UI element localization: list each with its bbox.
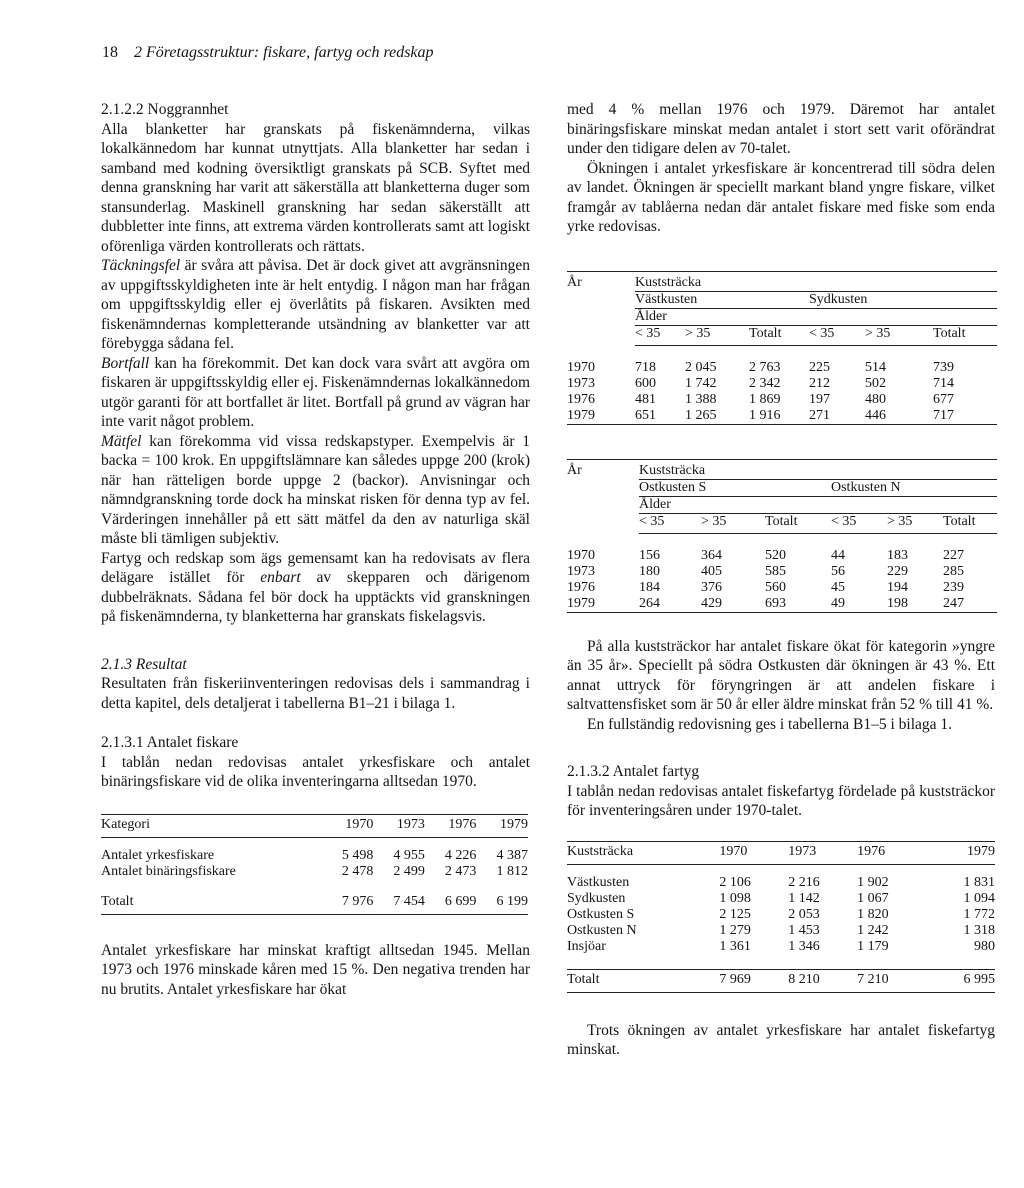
cell: 225 xyxy=(809,359,830,375)
paragraph: En fullständig redovisning ges i tabellerna B1–5 i bilaga 1. xyxy=(587,715,953,733)
cell: 560 xyxy=(765,579,786,595)
cell: 180 xyxy=(639,563,660,579)
cell: 520 xyxy=(765,547,786,563)
cell: 1973 xyxy=(567,563,595,579)
cell: 1979 xyxy=(567,596,639,613)
column-header: 1970 xyxy=(719,841,788,864)
cell: 6 995 xyxy=(926,969,995,992)
paragraph: På alla kuststräckor har antalet fiskare ökat för kategorin »yngre än 35 år». Speciellt på södra Ostkusten där ökningen är 43 %. Ett annat uttryck för föryngringen är att andelen fiskare i saltvattensfisket som är 50 år eller äldre minskat från 52 % till 41 %. xyxy=(567,637,995,713)
paragraph: Alla blanketter har granskats på fiskenämnderna, vilkas lokalkännedom har kunnat utnyttjats. Alla blanketter har sedan i samband med kodning översiktligt granskats på SCB. Syftet med denna granskning har varit att säkerställa att blanketterna duger som stansunderlag. Maskinell granskning har sedan säkerställt att dubbletter inte finns, att extrema värden kontrollerats samt att logiskt oförenliga värden kontrollerats och rättats. xyxy=(101,120,530,255)
page-number: 18 xyxy=(102,44,118,61)
column-header-ar: År xyxy=(567,459,639,533)
region-header: Sydkusten xyxy=(809,291,997,308)
section-heading-resultat: 2.1.3 Resultat xyxy=(101,655,187,673)
table-row xyxy=(567,376,997,392)
paragraph-text: Fartyg och redskap som ägs gemensamt kan ha redovisats av flera delägare istället för xyxy=(101,549,530,586)
column-header: Totalt xyxy=(749,325,809,345)
region-header: Västkusten xyxy=(635,291,809,308)
cell: 227 xyxy=(943,547,964,563)
term-matfel: Mätfel xyxy=(101,432,142,450)
paragraph-text: kan ha förekommit. Det kan dock vara svårt att avgöra om fiskaren är uppgiftsskyldig eller ej. Fiskenämndernas lokalkännedom utgör garanti för att bortfallet är litet. Bortfall på grund av vägran har inte varit något problem. xyxy=(101,354,530,430)
cell: 1970 xyxy=(567,359,595,375)
column-header-kuststracka: Kuststräcka xyxy=(639,459,997,479)
cell: 364 xyxy=(701,547,722,563)
cell: 8 210 xyxy=(788,969,857,992)
column-header: Kategori xyxy=(101,814,322,837)
cell: 198 xyxy=(887,596,943,613)
cell: Sydkusten xyxy=(567,890,626,906)
table-row xyxy=(567,408,997,425)
table-total-row xyxy=(567,969,995,992)
cell: 1 361 xyxy=(719,938,751,954)
left-column xyxy=(101,100,530,999)
column-header: 1973 xyxy=(788,841,857,864)
cell: 2 045 xyxy=(685,359,717,375)
cell: 1970 xyxy=(567,547,595,563)
cell: 429 xyxy=(701,596,765,613)
cell: 717 xyxy=(933,408,997,425)
table-row xyxy=(567,891,995,907)
running-title: 2 Företagsstruktur: fiskare, fartyg och redskap xyxy=(134,44,434,61)
cell: 693 xyxy=(765,596,831,613)
cell: 651 xyxy=(635,408,685,425)
table-row xyxy=(567,392,997,408)
section-heading-noggrannhet: 2.1.2.2 Noggrannhet xyxy=(101,101,229,118)
cell: 1 318 xyxy=(963,922,995,938)
paragraph-text: av skepparen och därigenom dubbelräknats. Sådana fel bör dock ha upptäckts vid granskningen på fiskenämnderna, ty blanketterna har granskats fiskelagsvis. xyxy=(101,569,530,625)
column-header: > 35 xyxy=(685,325,749,345)
table-row xyxy=(101,864,528,880)
cell: Ostkusten N xyxy=(567,922,637,938)
section-heading-antalet-fiskare: 2.1.3.1 Antalet fiskare xyxy=(101,734,239,751)
cell: 2 342 xyxy=(749,375,781,391)
cell: 1 820 xyxy=(857,906,889,922)
cell: 44 xyxy=(831,547,845,563)
table-row xyxy=(567,580,997,596)
cell: 1 179 xyxy=(857,938,889,954)
column-header-ar: År xyxy=(567,271,635,345)
cell: 271 xyxy=(809,408,865,425)
cell: 247 xyxy=(943,596,997,613)
table-row xyxy=(567,596,997,613)
cell: 45 xyxy=(831,579,845,595)
table-total-row xyxy=(101,894,528,915)
column-header: Totalt xyxy=(765,513,831,533)
right-column xyxy=(567,100,995,1060)
cell: 480 xyxy=(865,391,886,407)
region-header: Ostkusten N xyxy=(831,479,997,496)
cell: 1 453 xyxy=(788,922,820,938)
paragraph xyxy=(101,354,530,432)
cell: 6 199 xyxy=(476,894,528,915)
cell: 197 xyxy=(809,391,830,407)
emphasis-enbart: enbart xyxy=(260,569,301,586)
paragraph: Antalet yrkesfiskare har minskat kraftigt alltsedan 1945. Mellan 1973 och 1976 minskade kåren med 15 %. Den negativa trenden har nu brutits. Antalet yrkesfiskare har ökat xyxy=(101,941,530,998)
cell: 1 094 xyxy=(963,890,995,906)
cell: 285 xyxy=(943,563,964,579)
cell: 1979 xyxy=(567,408,635,425)
cell: 1976 xyxy=(567,579,595,595)
column-header-alder: Ålder xyxy=(639,496,997,513)
cell: 4 955 xyxy=(393,847,425,863)
column-header: 1973 xyxy=(373,814,425,837)
table-kategori xyxy=(101,814,528,915)
cell: 376 xyxy=(701,579,722,595)
column-header: 1979 xyxy=(476,814,528,837)
cell: 1 242 xyxy=(857,922,889,938)
cell: 481 xyxy=(635,391,656,407)
table-row xyxy=(567,923,995,939)
cell: 1 346 xyxy=(788,938,820,954)
cell: 1 812 xyxy=(496,863,528,879)
column-header: Kuststräcka xyxy=(567,841,719,864)
paragraph xyxy=(101,256,530,354)
cell: 212 xyxy=(809,375,830,391)
cell: 7 454 xyxy=(373,894,425,915)
table-row xyxy=(567,360,997,376)
table-row xyxy=(567,875,995,891)
cell: 1 265 xyxy=(685,408,749,425)
table-fartyg xyxy=(567,841,995,993)
column-header: < 35 xyxy=(831,513,887,533)
section-heading-antalet-fartyg: 2.1.3.2 Antalet fartyg xyxy=(567,763,700,780)
table-row xyxy=(567,907,995,923)
cell: 5 498 xyxy=(341,847,374,863)
column-header: < 35 xyxy=(635,325,685,345)
cell: 1973 xyxy=(567,375,595,391)
column-header: Totalt xyxy=(943,513,997,533)
cell: 56 xyxy=(831,563,845,579)
cell: 1 142 xyxy=(788,890,820,906)
cell: 184 xyxy=(639,579,660,595)
table-row xyxy=(567,939,995,955)
cell: 194 xyxy=(887,579,908,595)
cell: 156 xyxy=(639,547,660,563)
cell: 7 976 xyxy=(322,894,374,915)
cell: 739 xyxy=(933,359,954,375)
cell: 1 869 xyxy=(749,391,781,407)
column-header: > 35 xyxy=(887,513,943,533)
paragraph: Resultaten från fiskeriinventeringen redovisas dels i sammandrag i detta kapitel, dels detaljerat i tabellerna B1–21 i bilaga 1. xyxy=(101,675,530,712)
cell: 1 098 xyxy=(719,890,751,906)
cell: 7 210 xyxy=(857,969,926,992)
column-header: < 35 xyxy=(639,513,701,533)
table-vastkusten-sydkusten xyxy=(567,271,997,425)
cell: Ostkusten S xyxy=(567,906,635,922)
column-header: > 35 xyxy=(865,325,933,345)
cell: 2 053 xyxy=(788,906,820,922)
cell: 264 xyxy=(639,596,701,613)
column-header-alder: Ålder xyxy=(635,308,997,325)
cell: Antalet binäringsfiskare xyxy=(101,863,236,879)
cell: 4 387 xyxy=(496,847,528,863)
column-header: Totalt xyxy=(933,325,997,345)
cell: 2 473 xyxy=(444,863,477,879)
paragraph xyxy=(101,432,530,549)
paragraph: Ökningen i antalet yrkesfiskare är koncentrerad till södra delen av landet. Ökningen är speciellt markant bland yngre fiskare, vilket framgår av tablåerna nedan där antalet fiskare med fiske som enda yrke redovisas. xyxy=(567,159,995,235)
column-header: 1970 xyxy=(322,814,374,837)
paragraph: med 4 % mellan 1976 och 1979. Däremot har antalet binäringsfiskare minskat medan antalet i stort sett varit oförändrat under den tidigare delen av 70-talet. xyxy=(567,101,995,157)
cell: 1 067 xyxy=(857,890,889,906)
cell: 2 106 xyxy=(719,874,751,890)
cell: Antalet yrkesfiskare xyxy=(101,847,215,863)
cell: 229 xyxy=(887,563,908,579)
cell: 1 279 xyxy=(719,922,751,938)
paragraph-text: kan förekomma vid vissa redskapstyper. Exempelvis är 1 backa = 100 krok. En uppgiftslämnare kan således uppge 200 (krok) när han rätteligen borde uppge 2 (backor). Anvisningar och nämndgranskning torde dock ha minskat risken för denna typ av fel. Värderingen innehåller på ett sätt mätfel da den av naturliga skäl måste bli tämligen subjektiv. xyxy=(101,432,530,547)
cell: 1 902 xyxy=(857,874,889,890)
cell: 239 xyxy=(943,579,964,595)
cell: 446 xyxy=(865,408,933,425)
cell: 600 xyxy=(635,375,656,391)
table-row xyxy=(567,564,997,580)
cell: 6 699 xyxy=(425,894,477,915)
page-header xyxy=(102,44,434,62)
region-header: Ostkusten S xyxy=(639,479,831,496)
cell: Totalt xyxy=(567,969,719,992)
cell: 714 xyxy=(933,375,954,391)
cell: 2 216 xyxy=(788,874,820,890)
cell: 7 969 xyxy=(719,969,788,992)
cell: 718 xyxy=(635,359,656,375)
column-header: 1979 xyxy=(926,841,995,864)
column-header: > 35 xyxy=(701,513,765,533)
cell: 585 xyxy=(765,563,786,579)
column-header-kuststracka: Kuststräcka xyxy=(635,271,997,291)
cell: Västkusten xyxy=(567,874,630,890)
cell: 2 125 xyxy=(719,906,751,922)
cell: 4 226 xyxy=(444,847,477,863)
cell: 1 916 xyxy=(749,408,809,425)
paragraph: I tablån nedan redovisas antalet yrkesfiskare och antalet binäringsfiskare vid de olika inventeringarna alltsedan 1970. xyxy=(101,753,530,790)
paragraph: Trots ökningen av antalet yrkesfiskare har antalet fiskefartyg minskat. xyxy=(567,1021,995,1058)
cell: 405 xyxy=(701,563,722,579)
column-header: < 35 xyxy=(809,325,865,345)
term-bortfall: Bortfall xyxy=(101,354,150,372)
cell: 1976 xyxy=(567,391,595,407)
cell: 2 763 xyxy=(749,359,781,375)
table-row xyxy=(101,848,528,864)
term-tackningsfel: Täckningsfel xyxy=(101,257,181,274)
cell: 514 xyxy=(865,359,886,375)
cell: 980 xyxy=(974,938,995,954)
paragraph-text: är svåra att påvisa. Det är dock givet att avgränsningen av uppgiftsskyldigheten inte är helt entydig. I någon man har frågan om uppgiftsskyldig eller ej överlåtits på fiskaren. Avsikten med fiskenämndernas kompletterande utsändning av blanketter var att förebygga sådana fel. xyxy=(101,257,530,352)
cell: 677 xyxy=(933,391,954,407)
cell: 2 499 xyxy=(393,863,425,879)
column-header: 1976 xyxy=(425,814,477,837)
cell: 502 xyxy=(865,375,886,391)
cell: 183 xyxy=(887,547,908,563)
cell: 1 388 xyxy=(685,391,717,407)
cell: 1 742 xyxy=(685,375,717,391)
cell: 2 478 xyxy=(341,863,374,879)
table-row xyxy=(567,548,997,564)
cell: 1 772 xyxy=(963,906,995,922)
cell: Insjöar xyxy=(567,938,606,954)
cell: Totalt xyxy=(101,894,322,915)
table-ostkusten xyxy=(567,459,997,613)
paragraph: I tablån nedan redovisas antalet fiskefartyg fördelade på kuststräckor för inventeringsåren under 1970-talet. xyxy=(567,782,995,819)
cell: 1 831 xyxy=(963,874,995,890)
paragraph xyxy=(101,549,530,627)
cell: 49 xyxy=(831,596,887,613)
column-header: 1976 xyxy=(857,841,926,864)
